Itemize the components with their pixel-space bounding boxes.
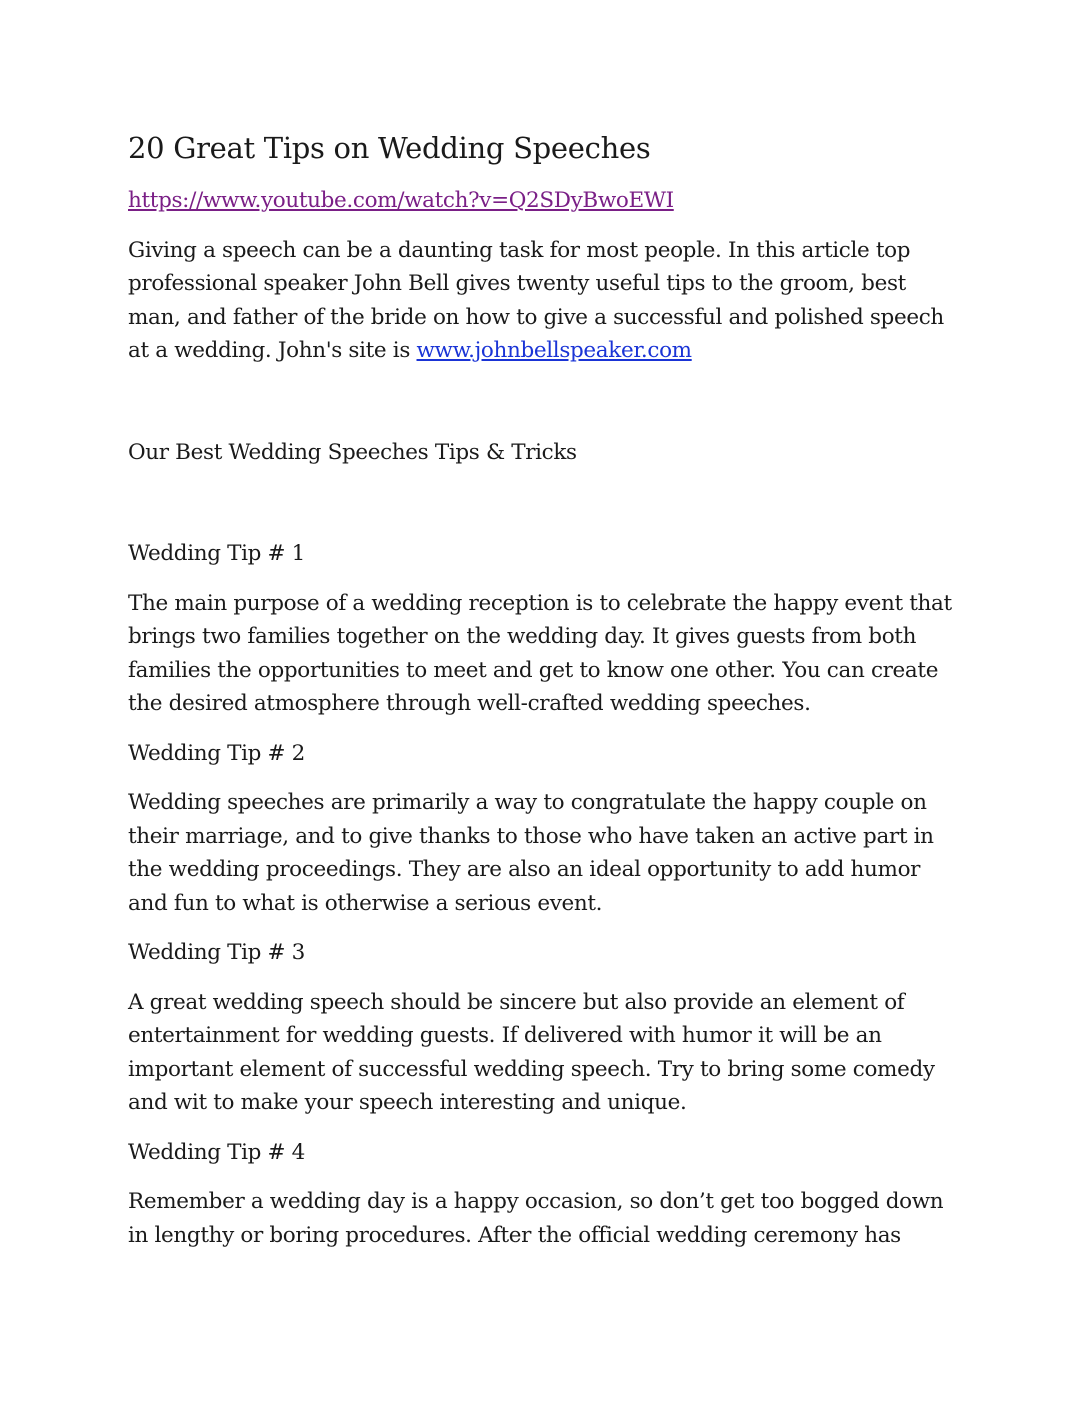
intro-paragraph	[128, 234, 958, 368]
section-heading: Our Best Wedding Speeches Tips & Tricks	[128, 439, 577, 465]
youtube-video-link[interactable]: https://www.youtube.com/watch?v=Q2SDyBwoEWI	[128, 188, 674, 213]
document-content	[128, 126, 958, 1268]
speaker-site-link[interactable]: www.johnbellspeaker.com	[416, 338, 692, 363]
intro-text: Giving a speech can be a daunting task for most people. In this article top professional speaker John Bell gives twenty useful tips to the groom, best man, and father of the bride on how to give a successful and polished speech at a wedding. John's site is	[128, 237, 944, 363]
spacer	[128, 384, 958, 436]
tip-text-2: Wedding speeches are primarily a way to congratulate the happy couple on their marriage, and to give thanks to those who have taken an active part in the wedding proceedings. They are also an ideal opportunity to add humor and fun to what is otherwise a serious event.	[128, 790, 934, 916]
tip-text-4: Remember a wedding day is a happy occasion, so don’t get too bogged down in lengthy or boring procedures. After the official wedding ceremony has	[128, 1189, 944, 1248]
tip-text-3: A great wedding speech should be sincere but also provide an element of entertainment for wedding guests. If delivered with humor it will be an important element of successful wedding speech. Try to bring some comedy and wit to make your speech interesting and unique.	[128, 989, 935, 1115]
tip-heading-4: Wedding Tip # 4	[128, 1139, 306, 1165]
tip-text-1: The main purpose of a wedding reception is to celebrate the happy event that brings two families together on the wedding day. It gives guests from both families the opportunities to meet and get to know one other. You can create the desired atmosphere through well-crafted wedding speeches.	[128, 590, 952, 716]
tip-heading-1: Wedding Tip # 1	[128, 541, 306, 566]
spacer	[128, 485, 958, 537]
video-link-paragraph	[128, 184, 958, 218]
tip-heading-3: Wedding Tip # 3	[128, 940, 306, 965]
tip-heading-2: Wedding Tip # 2	[128, 740, 306, 766]
document-title: 20 Great Tips on Wedding Speeches	[128, 131, 651, 165]
